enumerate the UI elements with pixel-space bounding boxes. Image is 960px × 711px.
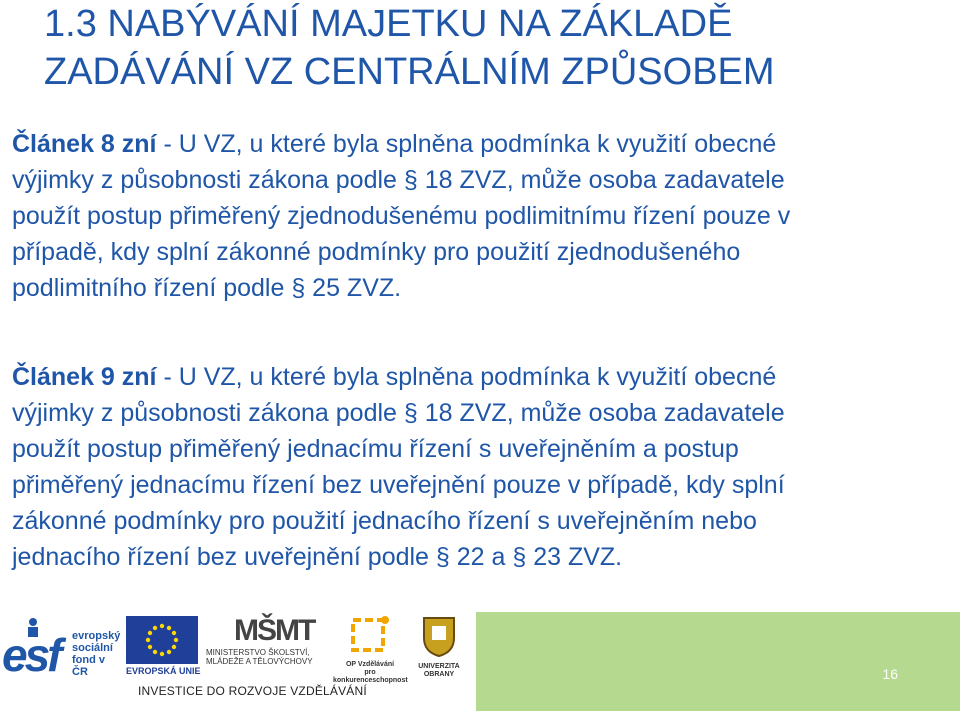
article-8-line-3: použít postup přiměřený zjednodušenému podlimitnímu řízení pouze v (12, 202, 791, 230)
article-8-line-5: podlimitního řízení podle § 25 ZVZ. (12, 274, 402, 302)
msmt-logo (206, 614, 326, 678)
eu-logo (126, 616, 201, 680)
slide-title-line-1: 1.3 NABÝVÁNÍ MAJETKU NA ZÁKLADĚ (44, 3, 733, 45)
msmt-caption-line-2: MLÁDEŽE A TĚLOVÝCHOVY (206, 657, 313, 666)
article-9-line-1: - U VZ, u které byla splněna podmínka k využití obecné (156, 363, 777, 391)
page-number: 16 (882, 666, 898, 682)
article-9-line-5: zákonné podmínky pro použití jednacího řízení s uveřejněním nebo (12, 507, 757, 535)
esf-text-line-3: fond v ČR (72, 654, 105, 678)
article-8-line-1: - U VZ, u které byla splněna podmínka k využití obecné (156, 130, 777, 158)
msmt-caption-line-1: MINISTERSTVO ŠKOLSTVÍ, (206, 648, 310, 657)
article-9-lead: Článek 9 zní (12, 363, 157, 391)
esf-text (72, 630, 122, 678)
article-9-line-3: použít postup přiměřený jednacímu řízení s uveřejněním a postup (12, 435, 739, 463)
slide-title (44, 0, 944, 96)
article-9-line-6: jednacího řízení bez uveřejnění podle § 22 a § 23 ZVZ. (12, 543, 623, 571)
article-8-paragraph (12, 126, 948, 306)
slide-title-line-2: ZADÁVÁNÍ VZ CENTRÁLNÍM ZPŮSOBEM (44, 51, 775, 93)
msmt-mark: MŠMT (234, 614, 315, 647)
msmt-caption (206, 648, 326, 666)
university-caption-line-2: OBRANY (423, 671, 455, 678)
footer-green-band (476, 612, 960, 711)
article-9-line-2: výjimky z působnosti zákona podle § 18 ZVZ, může osoba zadavatele (12, 399, 785, 427)
op-logo (333, 614, 408, 684)
eu-caption: EVROPSKÁ UNIE (126, 666, 201, 676)
article-9-paragraph (12, 359, 948, 575)
eu-flag-icon (126, 616, 198, 664)
article-8-line-4: případě, kdy splní zákonné podmínky pro použití zjednodušeného (12, 238, 741, 266)
esf-text-line-2: sociální (72, 642, 113, 654)
esf-logo (2, 616, 122, 681)
eu-stars-icon (126, 616, 198, 664)
op-caption (333, 661, 407, 685)
esf-letters: esf (2, 629, 60, 681)
university-shield-icon (414, 614, 464, 658)
op-caption-line-2: pro konkurenceschopnost (333, 669, 408, 684)
university-logo (414, 614, 464, 680)
article-8-lead: Článek 8 zní (12, 130, 157, 158)
article-8-line-2: výjimky z působnosti zákona podle § 18 ZVZ, může osoba zadavatele (12, 166, 785, 194)
article-9-line-4: přiměřený jednacímu řízení bez uveřejnění pouze v případě, kdy splní (12, 471, 785, 499)
investice-slogan: INVESTICE DO ROZVOJE VZDĚLÁVÁNÍ (138, 684, 367, 698)
op-caption-line-1: OP Vzdělávání (345, 661, 395, 668)
op-square-icon (333, 614, 407, 654)
university-caption-line-1: UNIVERZITA (418, 663, 460, 670)
esf-text-line-1: evropský (72, 630, 121, 642)
university-caption (414, 663, 464, 679)
